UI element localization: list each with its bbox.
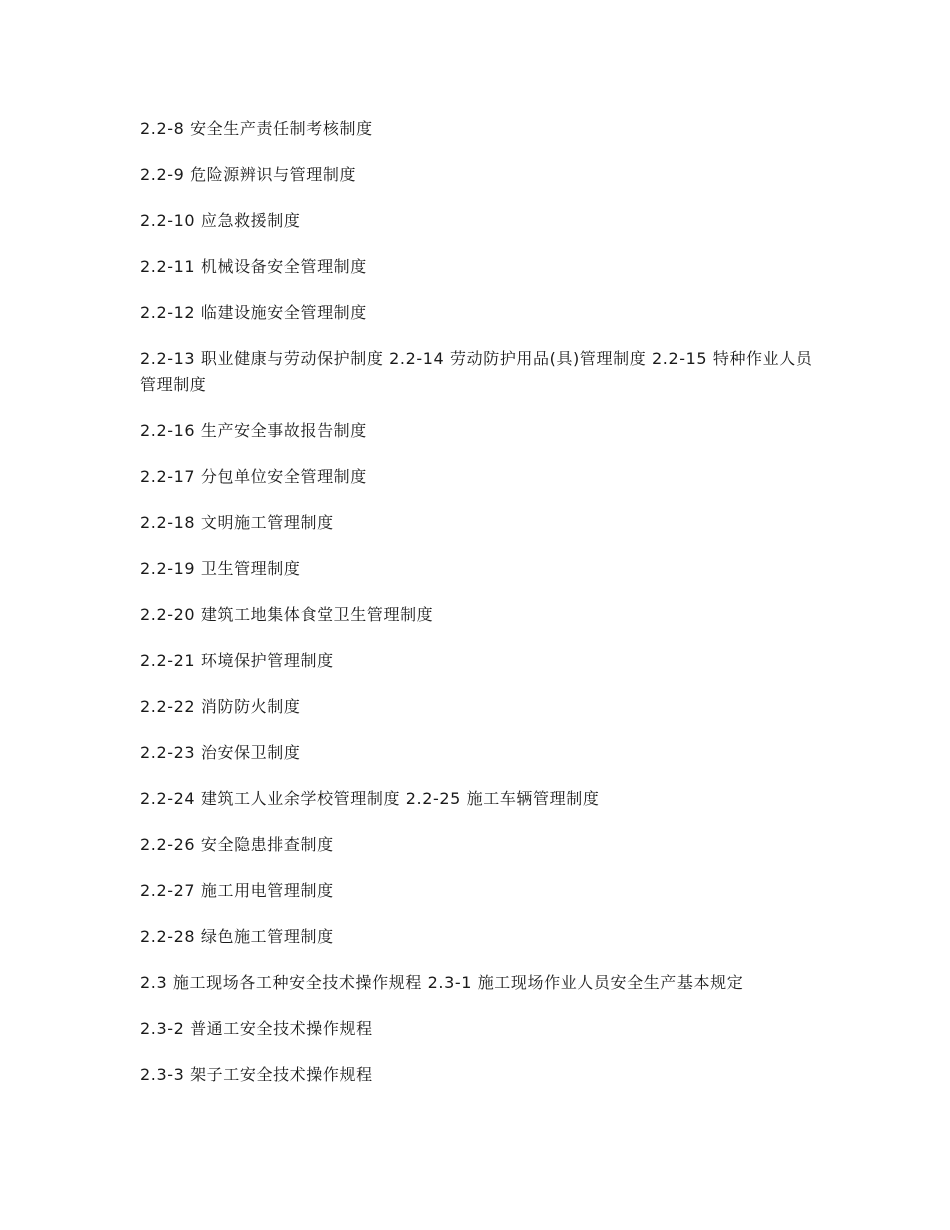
list-item: 2.2-21 环境保护管理制度 (140, 651, 334, 670)
list-item: 2.2-9 危险源辨识与管理制度 (140, 165, 357, 184)
document-body (140, 116, 820, 1108)
list-item: 2.2-13 职业健康与劳动保护制度 2.2-14 劳动防护用品(具)管理制度 2.2-15 特种作业人员管理制度 (140, 349, 813, 394)
list-item: 2.2-20 建筑工地集体食堂卫生管理制度 (140, 605, 434, 624)
list-item: 2.2-26 安全隐患排查制度 (140, 835, 334, 854)
list-item: 2.2-12 临建设施安全管理制度 (140, 303, 367, 322)
list-item: 2.2-28 绿色施工管理制度 (140, 927, 334, 946)
list-item: 2.2-17 分包单位安全管理制度 (140, 467, 367, 486)
list-item: 2.2-27 施工用电管理制度 (140, 881, 334, 900)
list-item: 2.2-24 建筑工人业余学校管理制度 2.2-25 施工车辆管理制度 (140, 789, 600, 808)
list-item: 2.2-18 文明施工管理制度 (140, 513, 334, 532)
list-item: 2.2-10 应急救援制度 (140, 211, 301, 230)
list-item: 2.2-22 消防防火制度 (140, 697, 301, 716)
list-item: 2.3-2 普通工安全技术操作规程 (140, 1019, 373, 1038)
list-item: 2.2-23 治安保卫制度 (140, 743, 301, 762)
list-item: 2.2-8 安全生产责任制考核制度 (140, 119, 373, 138)
list-item: 2.2-11 机械设备安全管理制度 (140, 257, 367, 276)
list-item: 2.3 施工现场各工种安全技术操作规程 2.3-1 施工现场作业人员安全生产基本规定 (140, 973, 744, 992)
list-item: 2.3-3 架子工安全技术操作规程 (140, 1065, 373, 1084)
list-item: 2.2-19 卫生管理制度 (140, 559, 301, 578)
list-item: 2.2-16 生产安全事故报告制度 (140, 421, 367, 440)
